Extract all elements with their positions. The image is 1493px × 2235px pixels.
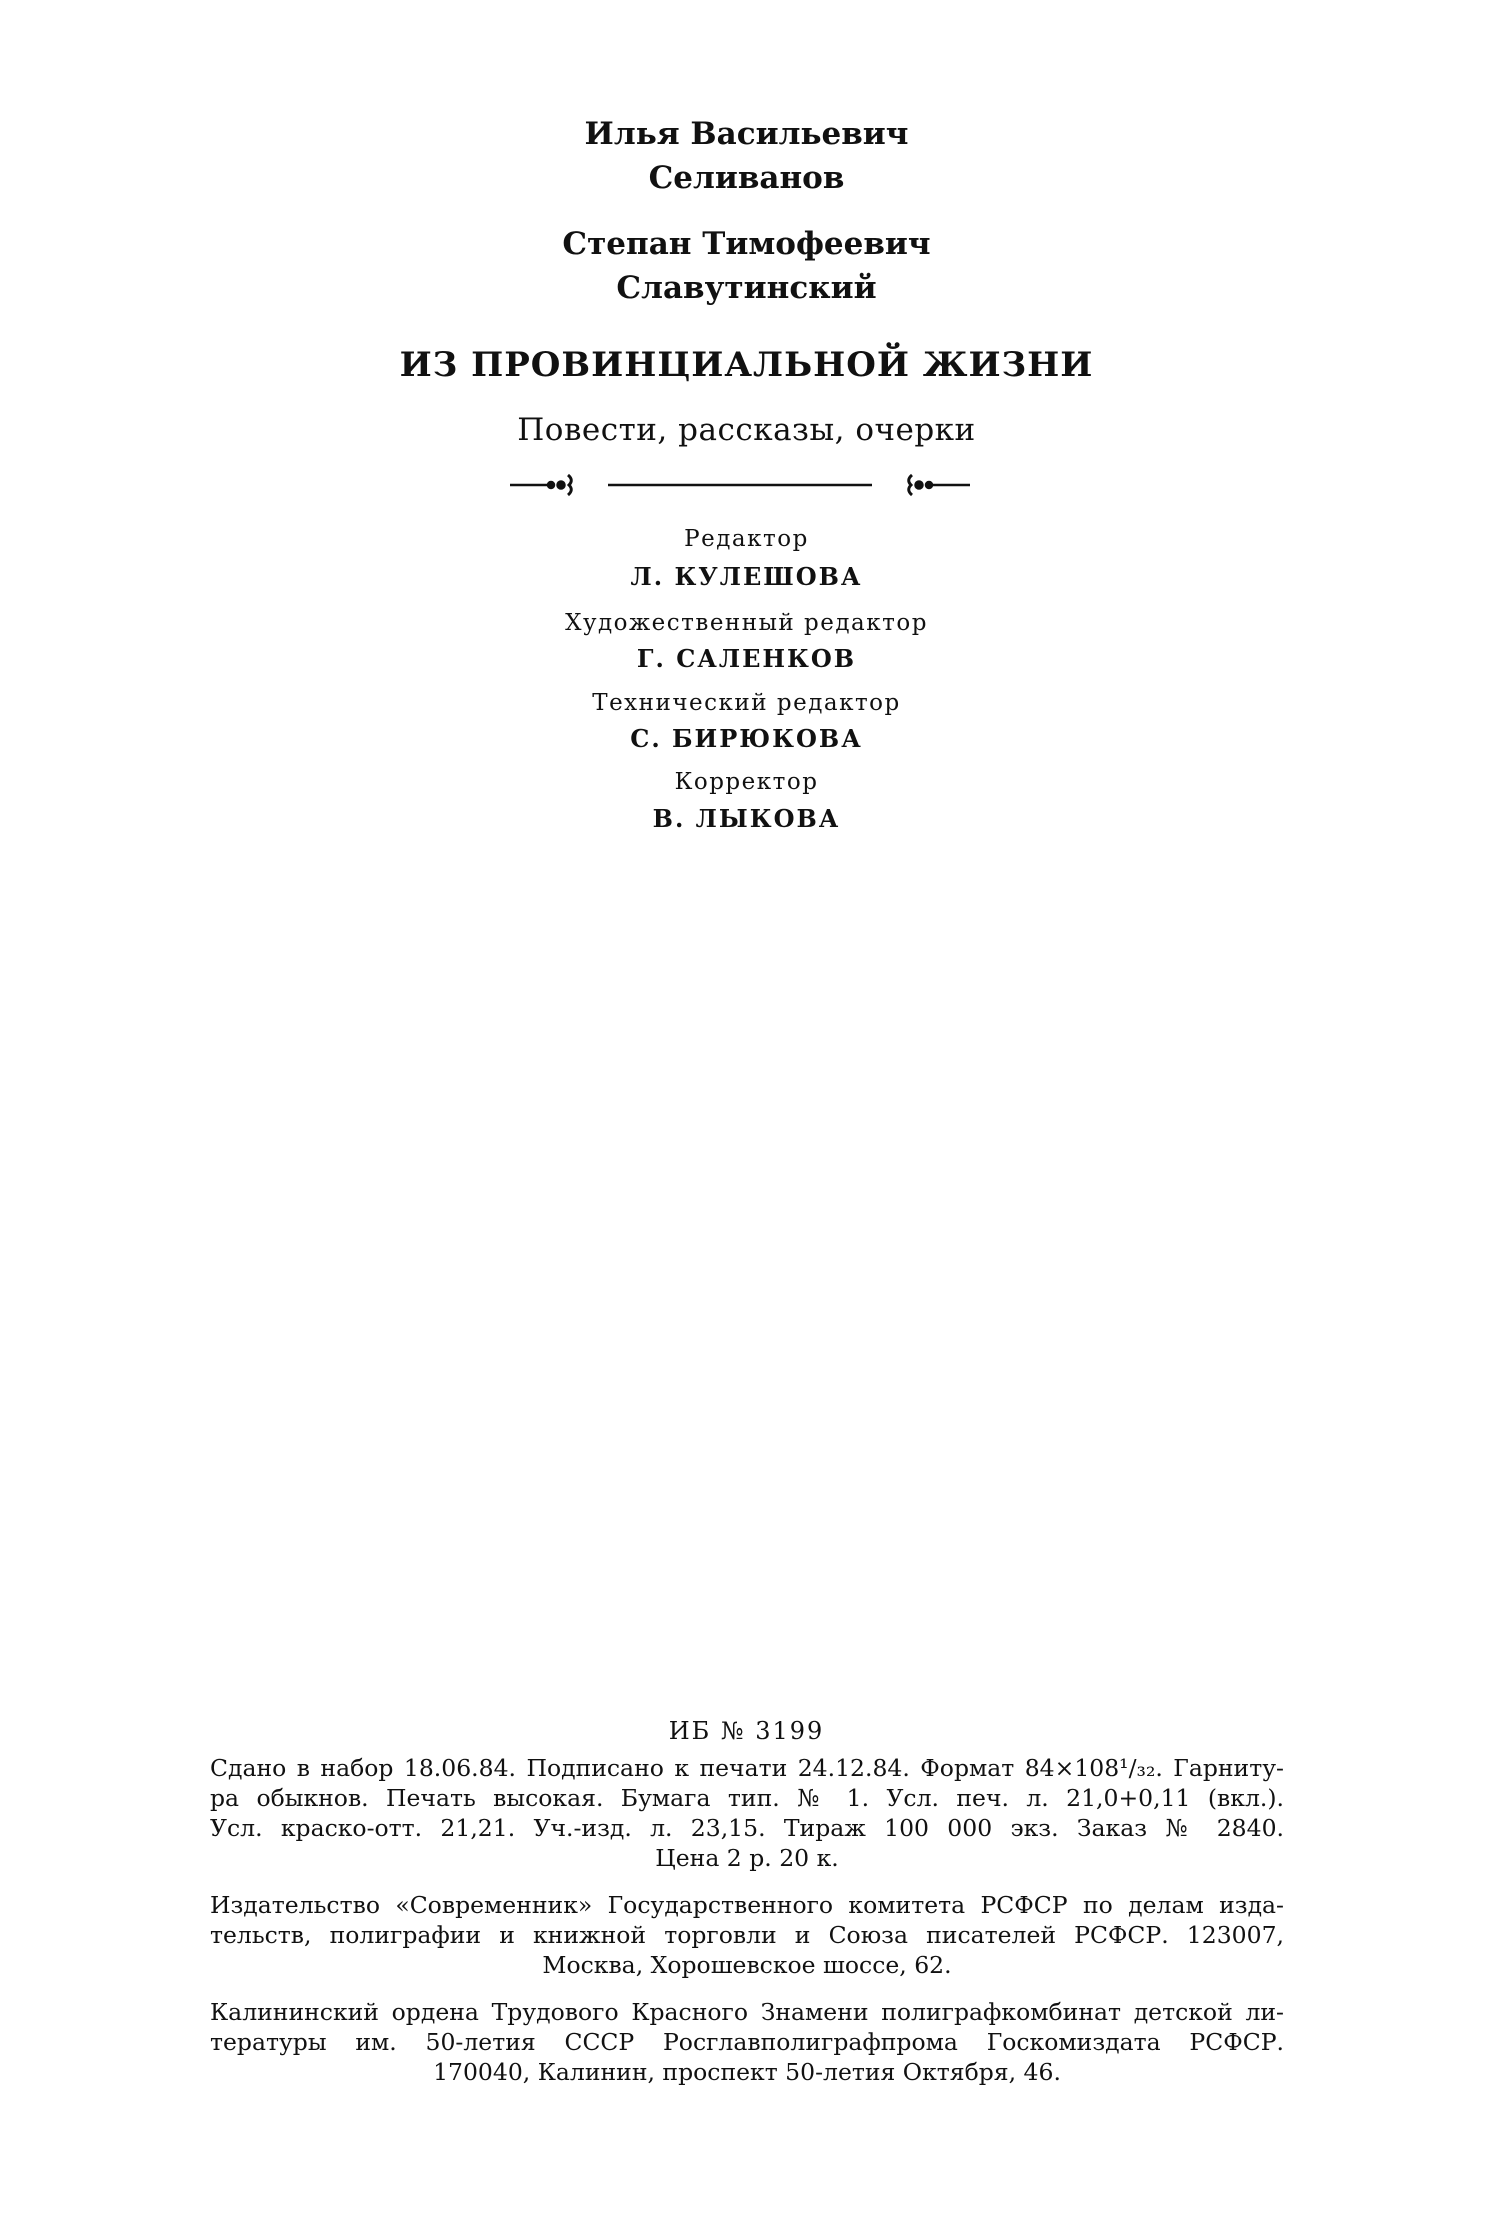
author-1-name: Илья Васильевич — [584, 116, 909, 152]
print-details-line: ра обыкнов. Печать высокая. Бумага тип. № 1. Усл. печ. л. 21,0+0,11 (вкл.). — [210, 1784, 1284, 1812]
credit-role-editor: Редактор — [684, 526, 809, 552]
author-1-surname: Селиванов — [648, 160, 845, 196]
publisher-line: тельств, полиграфии и книжной торговли и Союза писателей РСФСР. 123007, — [210, 1921, 1284, 1949]
publisher-line: Москва, Хорошевское шоссе, 62. — [542, 1951, 952, 1979]
credit-name-proofreader: В. ЛЫКОВА — [652, 804, 841, 833]
book-title: ИЗ ПРОВИНЦИАЛЬНОЙ ЖИЗНИ — [399, 345, 1094, 385]
author-2-surname: Славутинский — [616, 270, 877, 306]
printer-line: тературы им. 50-летия СССР Росглавполиграфпрома Госкомиздата РСФСР. — [210, 2028, 1284, 2056]
credit-name-art-editor: Г. САЛЕНКОВ — [636, 644, 857, 673]
author-2-name: Степан Тимофеевич — [562, 226, 931, 262]
credit-role-proofreader: Корректор — [674, 769, 819, 795]
publisher-info — [210, 1890, 1284, 1980]
printer-info — [210, 1997, 1284, 2087]
credit-name-editor: Л. КУЛЕШОВА — [630, 562, 863, 591]
printer-line: Калининский ордена Трудового Красного Знамени полиграфкомбинат детской ли- — [210, 1998, 1284, 2026]
credit-role-tech-editor: Технический редактор — [592, 690, 901, 716]
ib-number: ИБ № 3199 — [668, 1717, 825, 1745]
print-details — [210, 1753, 1284, 1873]
credit-role-art-editor: Художественный редактор — [565, 610, 928, 636]
ornament-divider — [0, 470, 1493, 500]
printer-line: 170040, Калинин, проспект 50-летия Октября, 46. — [433, 2058, 1061, 2086]
book-subtitle: Повести, рассказы, очерки — [517, 412, 976, 448]
print-details-line: Сдано в набор 18.06.84. Подписано к печати 24.12.84. Формат 84×108¹/₃₂. Гарниту- — [210, 1754, 1284, 1782]
print-details-line: Усл. краско-отт. 21,21. Уч.-изд. л. 23,15. Тираж 100 000 экз. Заказ № 2840. — [210, 1814, 1284, 1842]
print-details-line: Цена 2 р. 20 к. — [655, 1844, 839, 1872]
publisher-line: Издательство «Современник» Государственного комитета РСФСР по делам изда- — [210, 1891, 1284, 1919]
credit-name-tech-editor: С. БИРЮКОВА — [630, 724, 863, 753]
